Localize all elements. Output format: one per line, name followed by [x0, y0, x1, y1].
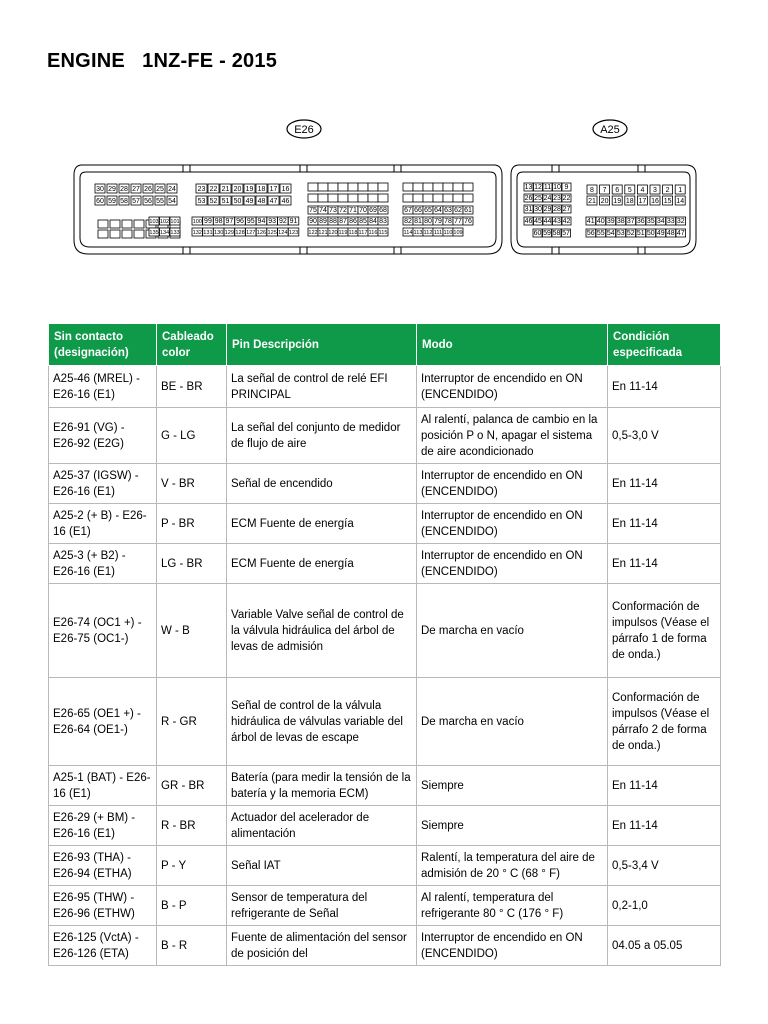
- pin-cell-empty: [443, 183, 453, 191]
- pin-number: 55: [596, 229, 605, 237]
- pin-number: 55: [156, 197, 164, 205]
- pin-number: 87: [339, 217, 347, 225]
- pin-number: 6: [615, 186, 620, 194]
- pin-cell-empty: [122, 220, 132, 228]
- pin-number: 61: [464, 206, 472, 214]
- header-wire-color: Cableado color: [157, 324, 227, 366]
- connector-diagram: [0, 0, 768, 300]
- header-terminal: Sin contacto (designación): [49, 324, 157, 366]
- pin-number: 83: [379, 217, 387, 225]
- table-row: [49, 886, 721, 926]
- pin-cell-empty: [368, 194, 378, 202]
- pin-cell-empty: [463, 194, 473, 202]
- pin-cell-empty: [358, 183, 368, 191]
- cell-mode: De marcha en vacío: [417, 584, 608, 678]
- pin-number: 86: [349, 217, 357, 225]
- pin-number: 42: [562, 217, 571, 225]
- pin-number: 129: [224, 229, 235, 236]
- pin-cell-empty: [134, 230, 144, 238]
- table-row: [49, 846, 721, 886]
- pin-number: 103: [149, 218, 159, 225]
- pin-number: 100: [192, 218, 202, 225]
- pin-number: 48: [257, 197, 266, 205]
- pin-number: 19: [245, 185, 254, 193]
- cell-terminal: A25-37 (IGSW) - E26-16 (E1): [49, 464, 157, 504]
- pin-number: 93: [268, 217, 277, 225]
- pin-number: 127: [246, 229, 256, 236]
- pin-cell-empty: [308, 183, 318, 191]
- cell-mode: Siempre: [417, 806, 608, 846]
- cell-description: Sensor de temperatura del refrigerante de Señal: [227, 886, 417, 926]
- cell-terminal: E26-74 (OC1 +) - E26-75 (OC1-): [49, 584, 157, 678]
- pin-number: 51: [221, 197, 230, 205]
- pin-number: 40: [596, 217, 605, 225]
- pin-number: 39: [606, 217, 615, 225]
- e26-label: E26: [294, 124, 314, 136]
- pin-number: 52: [626, 229, 635, 237]
- pin-number: 49: [656, 229, 665, 237]
- pin-number: 59: [108, 197, 116, 205]
- pin-number: 128: [235, 229, 245, 236]
- pin-number: 8: [590, 186, 594, 194]
- cell-wire-color: GR - BR: [157, 766, 227, 806]
- pin-number: 21: [221, 185, 230, 193]
- pin-number: 29: [543, 205, 552, 213]
- pin-number: 58: [120, 197, 128, 205]
- pin-number: 5: [627, 186, 632, 194]
- pin-number: 96: [236, 217, 244, 225]
- cell-wire-color: V - BR: [157, 464, 227, 504]
- pin-number: 17: [269, 185, 278, 193]
- pin-number: 31: [524, 205, 533, 213]
- table-row: [49, 584, 721, 678]
- pin-number: 120: [328, 229, 338, 236]
- pin-number: 46: [524, 217, 533, 225]
- pin-cell-empty: [110, 220, 120, 228]
- pin-number: 21: [588, 197, 596, 205]
- pin-number: 36: [636, 217, 645, 225]
- pin-cell-empty: [378, 194, 388, 202]
- pin-number: 12: [534, 183, 542, 191]
- pin-number: 43: [553, 217, 561, 225]
- cell-condition: En 11-14: [608, 366, 721, 408]
- pin-number: 98: [214, 217, 223, 225]
- pin-number: 66: [414, 206, 422, 214]
- table-row: [49, 464, 721, 504]
- pin-number: 49: [245, 197, 254, 205]
- pin-number: 58: [552, 229, 561, 237]
- cell-condition: En 11-14: [608, 544, 721, 584]
- cell-wire-color: G - LG: [157, 408, 227, 464]
- pin-number: 22: [209, 185, 218, 193]
- a25-label: A25: [600, 124, 620, 136]
- header-mode: Modo: [417, 324, 608, 366]
- pin-number: 54: [606, 229, 615, 237]
- pin-number: 53: [197, 197, 206, 205]
- pin-number: 121: [318, 229, 328, 236]
- table-row: [49, 504, 721, 544]
- pin-number: 123: [288, 229, 299, 236]
- pin-number: 54: [168, 197, 176, 205]
- pin-number: 71: [349, 206, 357, 214]
- pin-cell-empty: [413, 183, 423, 191]
- table-row: [49, 366, 721, 408]
- pin-number: 77: [454, 217, 462, 225]
- table-row: [49, 408, 721, 464]
- cell-description: Batería (para medir la tensión de la batería y la memoria ECM): [227, 766, 417, 806]
- cell-terminal: A25-1 (BAT) - E26-16 (E1): [49, 766, 157, 806]
- pin-number: 15: [663, 197, 672, 205]
- pin-number: 30: [96, 185, 104, 193]
- pin-number: 133: [170, 229, 180, 236]
- pin-number: 95: [246, 217, 255, 225]
- pin-number: 28: [120, 185, 128, 193]
- pin-number: 72: [339, 206, 347, 214]
- pin-number: 4: [640, 186, 645, 194]
- pin-number: 63: [444, 206, 452, 214]
- pin-number: 70: [359, 206, 367, 214]
- pin-number: 89: [319, 217, 327, 225]
- cell-description: Fuente de alimentación del sensor de posición del: [227, 926, 417, 966]
- pin-number: 7: [602, 186, 607, 194]
- pin-number: 23: [197, 185, 206, 193]
- pin-cell-empty: [443, 194, 453, 202]
- pin-number: 132: [192, 229, 202, 236]
- pin-number: 82: [404, 217, 412, 225]
- pin-number: 47: [269, 197, 278, 205]
- pin-number: 59: [543, 229, 551, 237]
- pin-number: 65: [424, 206, 432, 214]
- pin-number: 45: [534, 217, 542, 225]
- cell-condition: 0,5-3,4 V: [608, 846, 721, 886]
- pin-cell-empty: [348, 183, 358, 191]
- cell-condition: En 11-14: [608, 464, 721, 504]
- cell-wire-color: R - BR: [157, 806, 227, 846]
- pin-number: 41: [586, 217, 595, 225]
- pin-number: 14: [676, 197, 685, 205]
- pin-number: 131: [203, 229, 213, 236]
- cell-mode: Interruptor de encendido en ON (ENCENDIDO): [417, 366, 608, 408]
- pin-number: 76: [464, 217, 472, 225]
- cell-mode: Siempre: [417, 766, 608, 806]
- header-description: Pin Descripción: [227, 324, 417, 366]
- pin-cell-empty: [328, 183, 338, 191]
- pin-number: 56: [144, 197, 152, 205]
- pin-number: 114: [403, 229, 413, 236]
- pin-number: 57: [562, 229, 570, 237]
- pin-number: 32: [676, 217, 685, 225]
- pin-number: 111: [433, 229, 443, 236]
- cell-terminal: A25-2 (+ B) - E26-16 (E1): [49, 504, 157, 544]
- pin-cell-empty: [403, 194, 413, 202]
- cell-description: La señal del conjunto de medidor de flujo de aire: [227, 408, 417, 464]
- cell-mode: Interruptor de encendido en ON (ENCENDIDO): [417, 464, 608, 504]
- pin-number: 56: [586, 229, 595, 237]
- pin-number: 116: [368, 229, 378, 236]
- cell-terminal: E26-95 (THW) - E26-96 (ETHW): [49, 886, 157, 926]
- pin-number: 53: [616, 229, 625, 237]
- pin-number: 35: [646, 217, 655, 225]
- pin-grid: [95, 183, 686, 238]
- pin-number: 60: [96, 197, 104, 205]
- pin-number: 118: [348, 229, 358, 236]
- pin-table: [48, 323, 721, 966]
- pin-cell-empty: [413, 194, 423, 202]
- cell-wire-color: BE - BR: [157, 366, 227, 408]
- pin-number: 2: [665, 186, 670, 194]
- header-condition: Condición especificada: [608, 324, 721, 366]
- table-row: [49, 544, 721, 584]
- pin-number: 22: [562, 194, 571, 202]
- pin-number: 124: [278, 229, 288, 236]
- pin-cell-empty: [98, 220, 108, 228]
- pin-number: 52: [209, 197, 218, 205]
- cell-terminal: A25-3 (+ B2) - E26-16 (E1): [49, 544, 157, 584]
- cell-mode: Al ralentí, palanca de cambio en la posición P o N, apagar el sistema de aire acondicionado: [417, 408, 608, 464]
- pin-number: 125: [267, 229, 277, 236]
- pin-cell-empty: [338, 183, 348, 191]
- pin-number: 102: [159, 218, 170, 225]
- cell-mode: Interruptor de encendido en ON (ENCENDIDO): [417, 926, 608, 966]
- cell-wire-color: W - B: [157, 584, 227, 678]
- cell-condition: Conformación de impulsos (Véase el párrafo 2 de forma de onda.): [608, 678, 721, 766]
- pin-number: 16: [281, 185, 290, 193]
- cell-description: Actuador del acelerador de alimentación: [227, 806, 417, 846]
- pin-number: 64: [434, 206, 442, 214]
- pin-number: 94: [257, 217, 266, 225]
- pin-number: 1: [678, 186, 683, 194]
- pin-cell-empty: [318, 183, 328, 191]
- pin-number: 60: [533, 229, 542, 237]
- pin-number: 68: [379, 206, 387, 214]
- cell-mode: Ralentí, la temperatura del aire de admisión de 20 ° C (68 ° F): [417, 846, 608, 886]
- cell-terminal: A25-46 (MREL) - E26-16 (E1): [49, 366, 157, 408]
- pin-number: 37: [626, 217, 635, 225]
- pin-cell-empty: [328, 194, 338, 202]
- pin-number: 25: [534, 194, 542, 202]
- cell-condition: Conformación de impulsos (Véase el párrafo 1 de forma de onda.): [608, 584, 721, 678]
- pin-number: 79: [434, 217, 442, 225]
- pin-cell-empty: [358, 194, 368, 202]
- pin-number: 17: [638, 197, 647, 205]
- cell-terminal: E26-125 (VctA) - E26-126 (ETA): [49, 926, 157, 966]
- pin-number: 91: [289, 217, 298, 225]
- pin-number: 19: [613, 197, 622, 205]
- pin-number: 30: [534, 205, 542, 213]
- pin-number: 10: [553, 183, 561, 191]
- table-row: [49, 926, 721, 966]
- pin-cell-empty: [308, 194, 318, 202]
- pin-number: 115: [378, 229, 388, 236]
- cell-condition: 0,2-1,0: [608, 886, 721, 926]
- pin-number: 119: [338, 229, 348, 236]
- cell-mode: De marcha en vacío: [417, 678, 608, 766]
- cell-wire-color: B - P: [157, 886, 227, 926]
- pin-cell-empty: [453, 183, 463, 191]
- pin-number: 101: [170, 218, 180, 225]
- pin-number: 27: [132, 185, 140, 193]
- pin-number: 25: [156, 185, 164, 193]
- pin-number: 90: [309, 217, 317, 225]
- pin-cell-empty: [378, 183, 388, 191]
- pin-number: 48: [666, 229, 675, 237]
- table-row: [49, 766, 721, 806]
- pin-number: 18: [625, 197, 634, 205]
- pin-cell-empty: [423, 183, 433, 191]
- pin-number: 28: [553, 205, 561, 213]
- pin-number: 57: [132, 197, 140, 205]
- pin-number: 113: [413, 229, 423, 236]
- pin-number: 126: [256, 229, 267, 236]
- cell-condition: 0,5-3,0 V: [608, 408, 721, 464]
- pin-number: 23: [553, 194, 561, 202]
- cell-condition: En 11-14: [608, 504, 721, 544]
- pin-cell-empty: [110, 230, 120, 238]
- pin-number: 117: [358, 229, 368, 236]
- pin-cell-empty: [134, 220, 144, 228]
- pin-cell-empty: [348, 194, 358, 202]
- cell-condition: En 11-14: [608, 806, 721, 846]
- pin-number: 92: [278, 217, 287, 225]
- pin-number: 69: [369, 206, 377, 214]
- pin-number: 50: [646, 229, 655, 237]
- pin-number: 44: [543, 217, 552, 225]
- pin-number: 13: [524, 183, 533, 191]
- pin-number: 33: [666, 217, 675, 225]
- cell-wire-color: R - GR: [157, 678, 227, 766]
- pin-number: 85: [359, 217, 367, 225]
- pin-number: 3: [653, 186, 657, 194]
- pin-number: 109: [453, 229, 463, 236]
- pin-number: 80: [424, 217, 432, 225]
- pin-number: 74: [319, 206, 327, 214]
- page-title: ENGINE 1NZ-FE - 2015: [47, 50, 278, 72]
- pin-number: 50: [233, 197, 242, 205]
- table-row: [49, 806, 721, 846]
- pin-number: 112: [423, 229, 433, 236]
- cell-mode: Interruptor de encendido en ON (ENCENDIDO): [417, 504, 608, 544]
- pin-cell-empty: [433, 183, 443, 191]
- pin-number: 11: [543, 183, 552, 191]
- pin-number: 46: [281, 197, 290, 205]
- pin-number: 75: [309, 206, 317, 214]
- pin-number: 81: [414, 217, 422, 225]
- pin-cell-empty: [122, 230, 132, 238]
- pin-number: 24: [543, 194, 552, 202]
- pin-cell-empty: [368, 183, 378, 191]
- cell-description: La señal de control de relé EFI PRINCIPAL: [227, 366, 417, 408]
- cell-description: ECM Fuente de energía: [227, 504, 417, 544]
- pin-cell-empty: [338, 194, 348, 202]
- pin-number: 122: [308, 229, 318, 236]
- pin-cell-empty: [403, 183, 413, 191]
- table-row: [49, 678, 721, 766]
- cell-mode: Al ralentí, temperatura del refrigerante 80 ° C (176 ° F): [417, 886, 608, 926]
- pin-cell-empty: [423, 194, 433, 202]
- cell-terminal: E26-29 (+ BM) - E26-16 (E1): [49, 806, 157, 846]
- cell-description: Señal IAT: [227, 846, 417, 886]
- cell-terminal: E26-93 (THA) - E26-94 (ETHA): [49, 846, 157, 886]
- cell-wire-color: P - Y: [157, 846, 227, 886]
- cell-description: Señal de control de la válvula hidráulica de válvulas variable del árbol de levas de escape: [227, 678, 417, 766]
- pin-cell-empty: [463, 183, 473, 191]
- pin-number: 67: [404, 206, 412, 214]
- cell-description: Señal de encendido: [227, 464, 417, 504]
- pin-number: 20: [233, 185, 242, 193]
- pin-number: 29: [108, 185, 116, 193]
- pin-number: 38: [616, 217, 625, 225]
- cell-mode: Interruptor de encendido en ON (ENCENDIDO): [417, 544, 608, 584]
- cell-terminal: E26-65 (OE1 +) - E26-64 (OE1-): [49, 678, 157, 766]
- cell-terminal: E26-91 (VG) - E26-92 (E2G): [49, 408, 157, 464]
- pin-number: 51: [636, 229, 645, 237]
- pin-number: 73: [329, 206, 337, 214]
- pin-cell-empty: [98, 230, 108, 238]
- pin-number: 78: [444, 217, 452, 225]
- cell-wire-color: LG - BR: [157, 544, 227, 584]
- pin-number: 16: [651, 197, 659, 205]
- pin-cell-empty: [318, 194, 328, 202]
- pin-number: 134: [159, 229, 170, 236]
- pin-cell-empty: [453, 194, 463, 202]
- cell-description: Variable Valve señal de control de la válvula hidráulica del árbol de levas de admisión: [227, 584, 417, 678]
- pin-number: 88: [329, 217, 337, 225]
- pin-number: 27: [562, 205, 571, 213]
- pin-number: 110: [443, 229, 453, 236]
- pin-number: 99: [204, 217, 212, 225]
- pin-number: 47: [676, 229, 685, 237]
- pin-number: 62: [454, 206, 462, 214]
- cell-condition: En 11-14: [608, 766, 721, 806]
- pin-number: 26: [524, 194, 533, 202]
- pin-number: 26: [144, 185, 152, 193]
- cell-description: ECM Fuente de energía: [227, 544, 417, 584]
- pin-number: 34: [656, 217, 665, 225]
- pin-number: 84: [369, 217, 377, 225]
- pin-number: 135: [149, 229, 159, 236]
- pin-number: 9: [564, 183, 569, 191]
- pin-number: 24: [168, 185, 176, 193]
- pin-number: 97: [225, 217, 234, 225]
- pin-cell-empty: [433, 194, 443, 202]
- pin-number: 20: [600, 197, 609, 205]
- pin-number: 130: [213, 229, 224, 236]
- cell-condition: 04.05 a 05.05: [608, 926, 721, 966]
- table-header-row: [49, 324, 721, 366]
- cell-wire-color: P - BR: [157, 504, 227, 544]
- pin-number: 18: [257, 185, 266, 193]
- cell-wire-color: B - R: [157, 926, 227, 966]
